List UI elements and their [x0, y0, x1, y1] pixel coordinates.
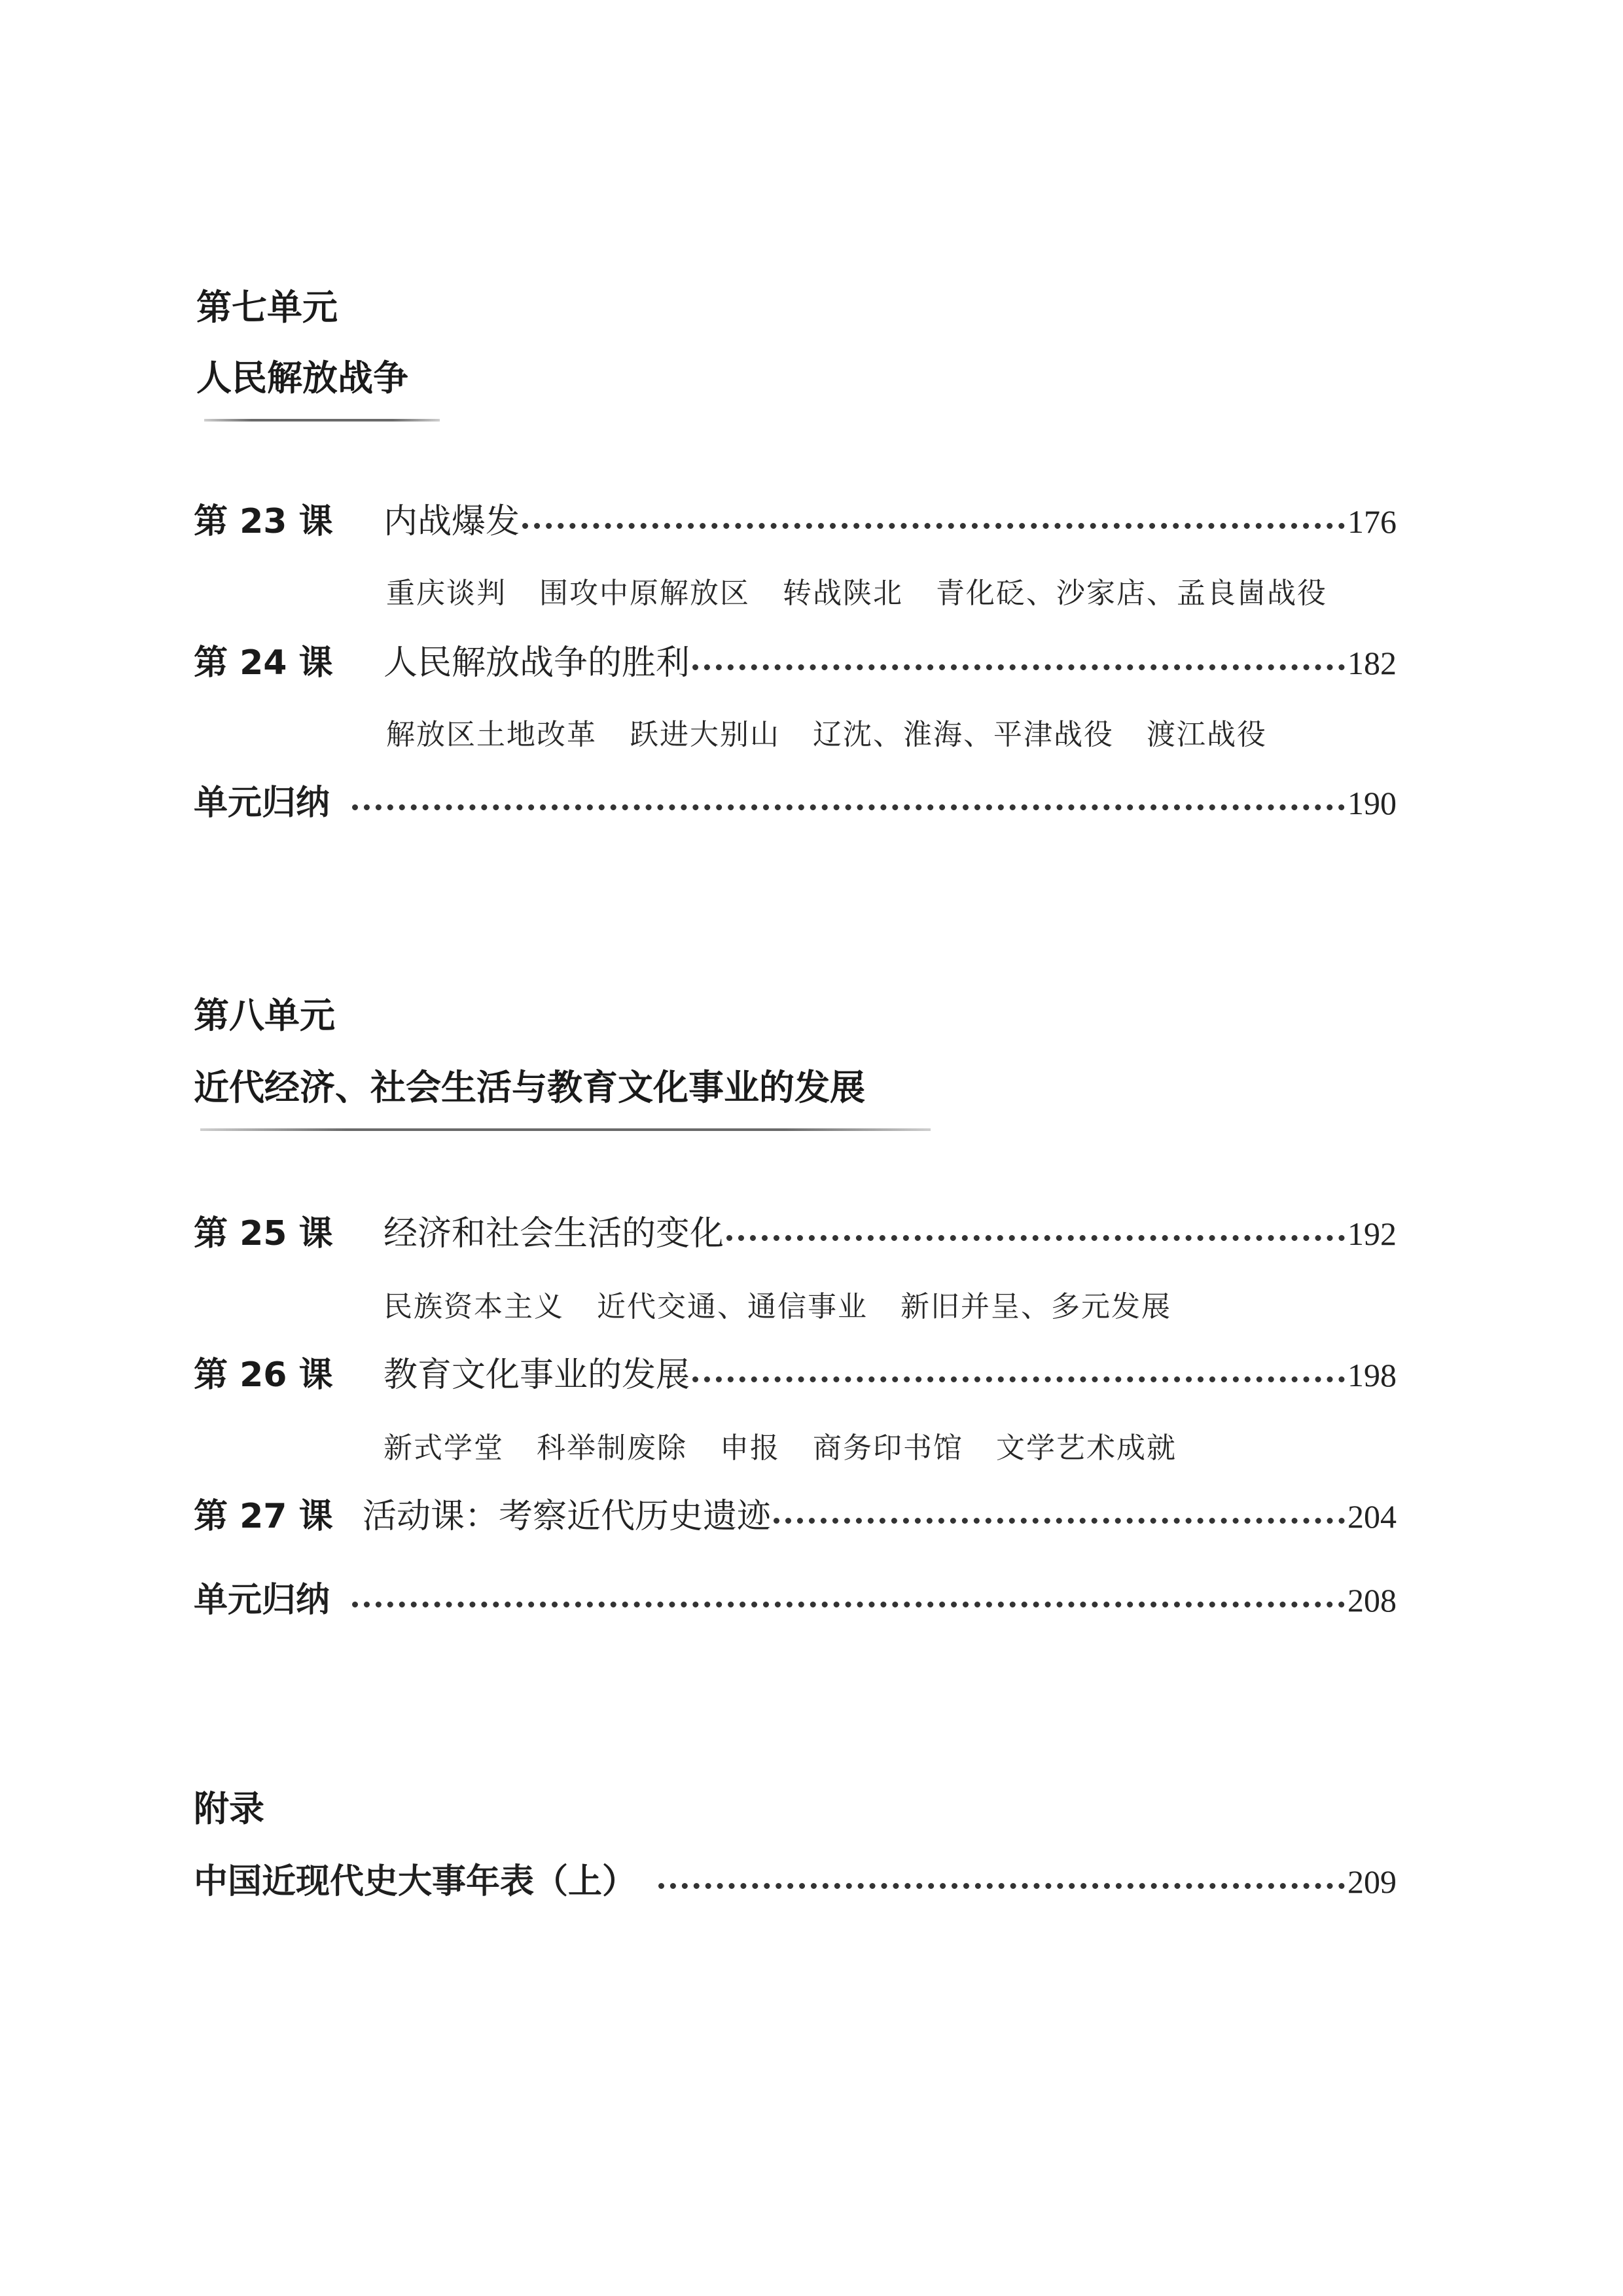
lesson-number: 第 24 课: [194, 643, 333, 683]
page-number: 182: [1347, 645, 1397, 681]
page-number: 190: [1347, 785, 1397, 821]
unit8-title: 近代经济、社会生活与教育文化事业的发展: [194, 1067, 865, 1108]
lesson-24-subtopics: [386, 717, 1267, 753]
page-number: 192: [1347, 1215, 1397, 1252]
page-number: 208: [1347, 1582, 1397, 1619]
lesson-25-subtopics: [383, 1289, 1171, 1325]
toc-entry-lesson-25[interactable]: [194, 1211, 1397, 1254]
lesson-number: 第 27 课: [194, 1497, 333, 1536]
page-number: 204: [1347, 1498, 1397, 1535]
lesson-23-subtopics: [386, 576, 1327, 611]
toc-entry-lesson-26[interactable]: [194, 1352, 1397, 1395]
dot-leader: [692, 1376, 1345, 1382]
toc-entry-appendix-chronology[interactable]: [194, 1859, 1397, 1902]
lesson-title: 活动课：考察近代历史遗迹: [363, 1497, 772, 1536]
page-number: 209: [1347, 1863, 1397, 1900]
toc-entry-unit7-summary[interactable]: [194, 780, 1397, 823]
toc-entry-lesson-27[interactable]: [194, 1494, 1397, 1537]
subtopic: 围攻中原解放区: [539, 577, 750, 610]
lesson-title: 教育文化事业的发展: [383, 1355, 690, 1395]
dot-leader: [726, 1235, 1345, 1241]
page-number: 198: [1347, 1357, 1397, 1393]
lesson-title: 人民解放战争的胜利: [383, 643, 690, 683]
unit8-label: 第八单元: [194, 995, 335, 1036]
subtopic: 近代交通、通信事业: [597, 1290, 868, 1323]
unit7-label: 第七单元: [196, 287, 338, 328]
subtopic: 新式学堂: [383, 1431, 504, 1465]
dot-leader: [352, 804, 1345, 810]
subtopic: 民族资本主义: [383, 1290, 564, 1323]
lesson-number: 第 25 课: [194, 1214, 333, 1253]
subtopic: 渡江战役: [1147, 718, 1267, 751]
subtopic: 新旧并呈、多元发展: [901, 1290, 1171, 1323]
subtopic: 青化砭、沙家店、孟良崮战役: [936, 577, 1327, 610]
appendix-entry-title: 中国近现代史大事年表（上）: [194, 1862, 637, 1901]
appendix-label: 附录: [194, 1788, 264, 1829]
subtopic: 科举制废除: [537, 1431, 687, 1465]
unit7-title: 人民解放战争: [196, 357, 408, 399]
subtopic: 申报: [720, 1431, 780, 1465]
dot-leader: [658, 1883, 1345, 1889]
lesson-number: 第 26 课: [194, 1355, 333, 1395]
lesson-title: 经济和社会生活的变化: [383, 1214, 724, 1253]
dot-leader: [352, 1602, 1345, 1607]
subtopic: 转战陕北: [783, 577, 903, 610]
toc-entry-lesson-23[interactable]: [194, 499, 1397, 542]
dot-leader: [522, 523, 1345, 529]
subtopic: 商务印书馆: [813, 1431, 963, 1465]
summary-label: 单元归纳: [194, 783, 330, 823]
lesson-number: 第 23 课: [194, 502, 333, 541]
toc-entry-lesson-24[interactable]: [194, 640, 1397, 683]
summary-label: 单元归纳: [194, 1581, 330, 1620]
lesson-26-subtopics: [383, 1431, 1177, 1466]
subtopic: 跃进大别山: [630, 718, 780, 751]
subtopic: 辽沈、淮海、平津战役: [813, 718, 1114, 751]
lesson-title: 内战爆发: [383, 502, 520, 541]
unit7-title-rule: [204, 419, 440, 422]
dot-leader: [774, 1518, 1345, 1524]
page-number: 176: [1347, 503, 1397, 540]
subtopic: 重庆谈判: [386, 577, 507, 610]
dot-leader: [692, 664, 1345, 670]
subtopic: 文学艺术成就: [996, 1431, 1177, 1465]
subtopic: 解放区土地改革: [386, 718, 597, 751]
toc-entry-unit8-summary[interactable]: [194, 1577, 1397, 1621]
unit8-title-rule: [200, 1128, 931, 1131]
